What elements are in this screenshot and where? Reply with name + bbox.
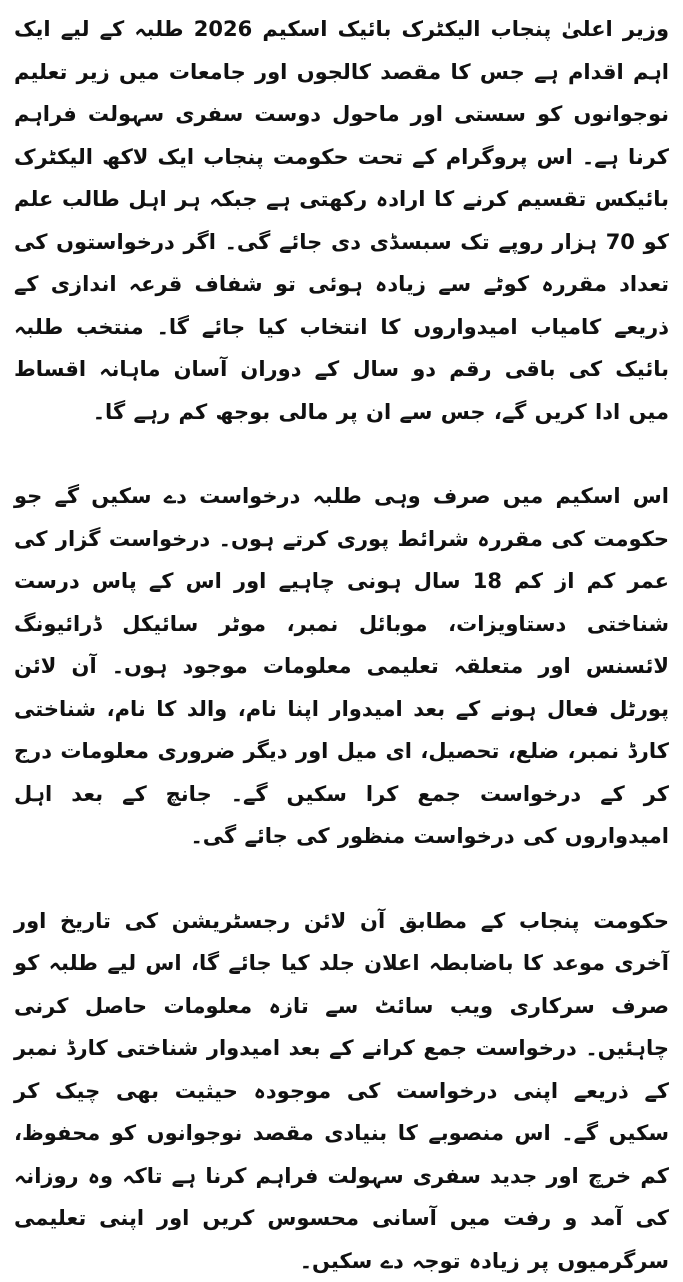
article-paragraph-2: اس اسکیم میں صرف وہی طلبہ درخواست دے سکیں گے جو حکومت کی مقررہ شرائط پوری کرتے ہوں۔ درخواست گزار کی عمر کم از کم 18 سال ہونی چاہیے اور اس کے پاس درست شناختی دستاویزات، موبائل نمبر، موٹر سائیکل ڈرائیونگ لائسنس اور متعلقہ تعلیمی معلومات موجود ہوں۔ آن لائن پورٹل فعال ہونے کے بعد امیدوار اپنا نام، والد کا نام، شناختی کارڈ نمبر، ضلع، تحصیل، ای میل اور دیگر ضروری معلومات درج کر کے درخواست جمع کرا سکیں گے۔ جانچ کے بعد اہل امیدواروں کی درخواست منظور کی جائے گی۔	[14, 475, 669, 858]
article-paragraph-3: حکومت پنجاب کے مطابق آن لائن رجسٹریشن کی تاریخ اور آخری موعد کا باضابطہ اعلان جلد کیا جائے گا، اس لیے طلبہ کو صرف سرکاری ویب سائٹ سے تازہ معلومات حاصل کرنی چاہئیں۔ درخواست جمع کرانے کے بعد امیدوار شناختی کارڈ نمبر کے ذریعے اپنی درخواست کی موجودہ حیثیت بھی چیک کر سکیں گے۔ اس منصوبے کا بنیادی مقصد نوجوانوں کو محفوظ، کم خرچ اور جدید سفری سہولت فراہم کرنا ہے تاکہ وہ روزانہ کی آمد و رفت میں آسانی محسوس کریں اور اپنی تعلیمی سرگرمیوں پر زیادہ توجہ دے سکیں۔	[14, 900, 669, 1282]
article-paragraph-1: وزیر اعلیٰ پنجاب الیکٹرک بائیک اسکیم 2026 طلبہ کے لیے ایک اہم اقدام ہے جس کا مقصد کالجوں اور جامعات میں زیر تعلیم نوجوانوں کو سستی اور ماحول دوست سفری سہولت فراہم کرنا ہے۔ اس پروگرام کے تحت حکومت پنجاب ایک لاکھ الیکٹرک بائیکس تقسیم کرنے کا ارادہ رکھتی ہے جبکہ ہر اہل طالب علم کو 70 ہزار روپے تک سبسڈی دی جائے گی۔ اگر درخواستوں کی تعداد مقررہ کوٹے سے زیادہ ہوئی تو شفاف قرعہ اندازی کے ذریعے کامیاب امیدواروں کا انتخاب کیا جائے گا۔ منتخب طلبہ بائیک کی باقی رقم دو سال کے دوران آسان ماہانہ اقساط میں ادا کریں گے، جس سے ان پر مالی بوجھ کم رہے گا۔	[14, 8, 669, 433]
